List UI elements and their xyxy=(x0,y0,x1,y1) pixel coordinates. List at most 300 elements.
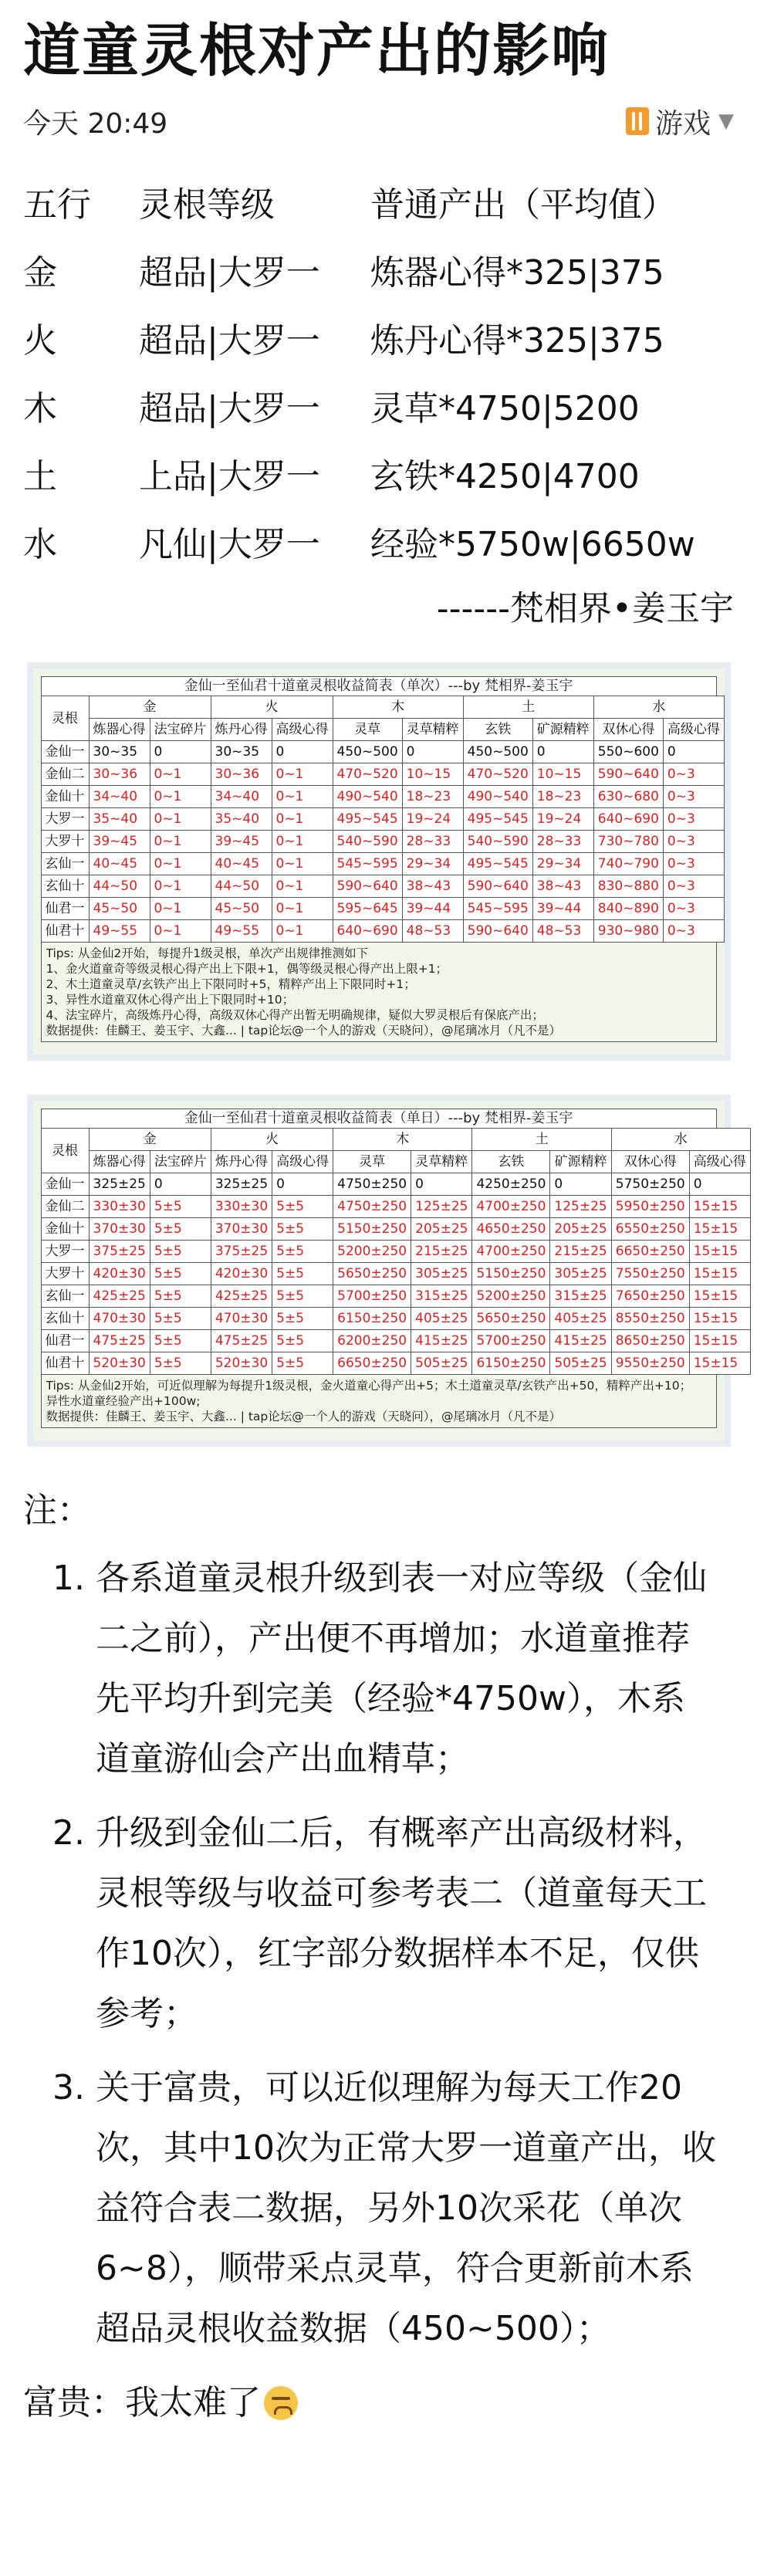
table-cell: 590~640 xyxy=(333,875,402,898)
table-cell: 19~24 xyxy=(402,808,463,831)
table-cell: 5750±250 xyxy=(611,1173,689,1196)
table-cell: 44~50 xyxy=(89,875,150,898)
table-title: 金仙一至仙君十道童灵根收益简表（单日）---by 梵相界-姜玉宇 xyxy=(41,1109,717,1128)
table-cell: 39~45 xyxy=(89,831,150,853)
table-cell: 6550±250 xyxy=(611,1218,689,1241)
info-row xyxy=(23,511,734,579)
row-label: 金仙一 xyxy=(41,1173,89,1196)
table-cell: 330±30 xyxy=(89,1196,150,1218)
row-label: 玄仙一 xyxy=(41,1285,89,1308)
table-tips xyxy=(41,943,717,1042)
table-cell: 475±25 xyxy=(89,1330,150,1352)
table-cell: 595~645 xyxy=(333,898,402,920)
list-item xyxy=(23,2058,734,2359)
table-cell: 44~50 xyxy=(211,875,272,898)
table-cell: 545~595 xyxy=(463,898,532,920)
table-cell: 540~590 xyxy=(463,831,532,853)
table-cell: 545~595 xyxy=(333,853,402,875)
table-cell: 0~1 xyxy=(150,831,211,853)
row-label: 金仙十 xyxy=(41,1218,89,1241)
table-cell: 0 xyxy=(689,1173,750,1196)
table-cell: 0 xyxy=(411,1173,472,1196)
element-header: 木 xyxy=(333,1129,472,1151)
table-cell: 5±5 xyxy=(150,1196,211,1218)
row-label: 金仙二 xyxy=(41,763,89,786)
list-item xyxy=(23,1549,734,1789)
info-cell: 炼器心得*325|375 xyxy=(370,253,664,293)
column-header: 高级心得 xyxy=(272,1151,333,1173)
row-label: 金仙十 xyxy=(41,786,89,808)
table-cell: 5±5 xyxy=(272,1285,333,1308)
category-label: 游戏 xyxy=(654,107,711,140)
column-header: 灵草精粹 xyxy=(411,1151,472,1173)
table-cell: 740~790 xyxy=(593,853,663,875)
tip-line: 2、木土道童灵草/玄铁产出上下限同时+5，精粹产出上下限同时+1； xyxy=(46,977,416,991)
data-table xyxy=(41,1128,751,1375)
tip-line: 1、金火道童奇等级灵根心得产出上下限+1，偶等级灵根心得产出上限+1； xyxy=(46,962,448,976)
list-text: 升级到金仙二后，有概率产出高级材料，灵根等级与收益可参考表二（道童每天工作10次），红字部分数据样本不足，仅供参考； xyxy=(96,1813,707,2033)
element-header: 水 xyxy=(593,696,724,719)
table-cell: 8550±250 xyxy=(611,1308,689,1330)
tip-line: 数据提供：佳麟王、姜玉宇、大鑫... | tap论坛@一个人的游戏（天晓问），@尾璃冰月（凡不是） xyxy=(46,1024,562,1038)
persevering-face-emoji-icon xyxy=(264,2386,298,2420)
table-cell: 7550±250 xyxy=(611,1263,689,1285)
table-cell: 6150±250 xyxy=(472,1352,550,1375)
info-cell: 超品|大罗一 xyxy=(139,321,320,361)
table-cell: 0~3 xyxy=(663,786,724,808)
table-cell: 420±30 xyxy=(211,1263,272,1285)
table-cell: 425±25 xyxy=(89,1285,150,1308)
table-cell: 0~1 xyxy=(272,808,333,831)
info-cell: 玄铁*4250|4700 xyxy=(370,457,640,496)
row-label: 玄仙十 xyxy=(41,1308,89,1330)
table-cell: 0~1 xyxy=(150,786,211,808)
table-cell: 5±5 xyxy=(272,1263,333,1285)
tip-line: Tips: 从金仙2开始，每提升1级灵根，单次产出规律推测如下 xyxy=(46,946,369,960)
table-cell: 0~3 xyxy=(663,763,724,786)
table-row xyxy=(41,1330,750,1352)
row-label: 大罗十 xyxy=(41,1263,89,1285)
table-cell: 0 xyxy=(150,741,211,763)
column-header: 高级心得 xyxy=(663,719,724,741)
info-cell: 超品|大罗一 xyxy=(139,253,320,293)
table-cell: 5700±250 xyxy=(472,1330,550,1352)
table-row xyxy=(41,1241,750,1263)
table-cell: 5±5 xyxy=(272,1218,333,1241)
table-cell: 4700±250 xyxy=(472,1241,550,1263)
table-row xyxy=(41,898,724,920)
table-cell: 5200±250 xyxy=(333,1241,411,1263)
table-image-daily[interactable] xyxy=(27,1095,746,1447)
table-cell: 5±5 xyxy=(150,1263,211,1285)
table-cell: 590~640 xyxy=(593,763,663,786)
table-cell: 5±5 xyxy=(150,1218,211,1241)
table-row xyxy=(41,741,724,763)
table-cell: 0~3 xyxy=(663,831,724,853)
table-cell: 40~45 xyxy=(211,853,272,875)
table-cell: 405±25 xyxy=(550,1308,611,1330)
table-cell: 18~23 xyxy=(532,786,593,808)
table-cell: 640~690 xyxy=(593,808,663,831)
game-icon xyxy=(626,107,649,135)
lingen-info-list xyxy=(23,171,734,636)
column-header: 法宝碎片 xyxy=(150,719,211,741)
table-cell: 6200±250 xyxy=(333,1330,411,1352)
info-cell: 凡仙|大罗一 xyxy=(139,525,320,564)
table-cell: 415±25 xyxy=(550,1330,611,1352)
table-cell: 330±30 xyxy=(211,1196,272,1218)
info-header-row xyxy=(23,171,734,239)
closing-text: 富贵：我太难了 xyxy=(23,2383,261,2422)
info-cell: 经验*5750w|6650w xyxy=(370,525,695,564)
table-cell: 540~590 xyxy=(333,831,402,853)
table-cell: 0~3 xyxy=(663,920,724,943)
table-cell: 730~780 xyxy=(593,831,663,853)
column-header: 炼丹心得 xyxy=(211,1151,272,1173)
info-cell: 金 xyxy=(23,253,57,293)
corner-header: 灵根 xyxy=(41,1129,89,1173)
table-cell: 45~50 xyxy=(211,898,272,920)
table-row xyxy=(41,920,724,943)
info-cell: 上品|大罗一 xyxy=(139,457,320,496)
table-cell: 35~40 xyxy=(211,808,272,831)
element-header: 火 xyxy=(211,696,333,719)
author-signature: ------梵相界•姜玉宇 xyxy=(436,589,734,628)
table-cell: 10~15 xyxy=(402,763,463,786)
table-cell: 205±25 xyxy=(411,1218,472,1241)
table-cell: 15±15 xyxy=(689,1196,750,1218)
table-cell: 39~45 xyxy=(211,831,272,853)
list-text: 各系道童灵根升级到表一对应等级（金仙二之前），产出便不再增加；水道童推荐先平均升到完美（经验*4750w），木系道童游仙会产出血精草； xyxy=(96,1559,707,1779)
info-header-cell: 灵根等级 xyxy=(139,185,275,225)
table-cell: 10~15 xyxy=(532,763,593,786)
column-header: 矿源精粹 xyxy=(532,719,593,741)
info-row xyxy=(23,307,734,375)
table-cell: 490~540 xyxy=(333,786,402,808)
table-cell: 30~35 xyxy=(211,741,272,763)
row-label: 玄仙一 xyxy=(41,853,89,875)
table-cell: 34~40 xyxy=(89,786,150,808)
row-label: 玄仙十 xyxy=(41,875,89,898)
table-cell: 0 xyxy=(272,1173,333,1196)
notes-heading: 注： xyxy=(23,1491,91,1530)
column-header: 双休心得 xyxy=(611,1151,689,1173)
table-cell: 8650±250 xyxy=(611,1330,689,1352)
row-label: 大罗一 xyxy=(41,1241,89,1263)
table-cell: 18~23 xyxy=(402,786,463,808)
table-cell: 48~53 xyxy=(402,920,463,943)
table-cell: 38~43 xyxy=(402,875,463,898)
tip-line: 4、法宝碎片，高级炼丹心得，高级双休心得产出暂无明确规律，疑似大罗灵根后有保底产出； xyxy=(46,1008,544,1022)
table-cell: 450~500 xyxy=(333,741,402,763)
info-cell: 火 xyxy=(23,321,57,361)
table-cell: 15±15 xyxy=(689,1308,750,1330)
table-cell: 5±5 xyxy=(272,1196,333,1218)
table-cell: 4750±250 xyxy=(333,1196,411,1218)
table-row xyxy=(41,1218,750,1241)
table-cell: 0~1 xyxy=(150,808,211,831)
table-cell: 325±25 xyxy=(211,1173,272,1196)
list-number: 3. xyxy=(52,2068,85,2107)
table-cell: 215±25 xyxy=(411,1241,472,1263)
table-cell: 5±5 xyxy=(150,1308,211,1330)
table-cell: 19~24 xyxy=(532,808,593,831)
table-cell: 40~45 xyxy=(89,853,150,875)
row-label: 仙君一 xyxy=(41,1330,89,1352)
table-cell: 0~1 xyxy=(272,831,333,853)
table-cell: 930~980 xyxy=(593,920,663,943)
element-header: 金 xyxy=(89,1129,211,1151)
table-cell: 5200±250 xyxy=(472,1285,550,1308)
table-cell: 0~1 xyxy=(150,853,211,875)
table-cell: 375±25 xyxy=(211,1241,272,1263)
table-cell: 38~43 xyxy=(532,875,593,898)
table-cell: 5±5 xyxy=(272,1352,333,1375)
table-cell: 5±5 xyxy=(272,1308,333,1330)
table-cell: 415±25 xyxy=(411,1330,472,1352)
table-cell: 305±25 xyxy=(550,1263,611,1285)
row-label: 金仙一 xyxy=(41,741,89,763)
table-cell: 15±15 xyxy=(689,1241,750,1263)
column-header: 矿源精粹 xyxy=(550,1151,611,1173)
table-cell: 505±25 xyxy=(550,1352,611,1375)
table-cell: 630~680 xyxy=(593,786,663,808)
closing-line xyxy=(23,2373,734,2433)
table-cell: 0 xyxy=(532,741,593,763)
row-label: 大罗一 xyxy=(41,808,89,831)
article-title: 道童灵根对产出的影响 xyxy=(23,18,610,84)
element-header: 木 xyxy=(333,696,463,719)
table-cell: 15±15 xyxy=(689,1330,750,1352)
table-cell: 470~520 xyxy=(333,763,402,786)
table-row xyxy=(41,1173,750,1196)
table-cell: 30~36 xyxy=(89,763,150,786)
table-cell: 4700±250 xyxy=(472,1196,550,1218)
table-cell: 0~3 xyxy=(663,898,724,920)
table-row xyxy=(41,875,724,898)
table-cell: 15±15 xyxy=(689,1352,750,1375)
table-cell: 0~1 xyxy=(272,763,333,786)
article-meta xyxy=(23,102,734,140)
table-row xyxy=(41,853,724,875)
table-cell: 28~33 xyxy=(402,831,463,853)
table-cell: 495~545 xyxy=(463,853,532,875)
info-header-cell: 普通产出（平均值） xyxy=(370,185,676,225)
info-cell: 水 xyxy=(23,525,57,564)
row-label: 仙君十 xyxy=(41,920,89,943)
chevron-down-icon: ▼ xyxy=(718,110,734,133)
table-cell: 29~34 xyxy=(532,853,593,875)
notes-list xyxy=(23,1549,734,2359)
table-cell: 370±30 xyxy=(211,1218,272,1241)
table-cell: 4250±250 xyxy=(472,1173,550,1196)
column-header: 玄铁 xyxy=(463,719,532,741)
table-cell: 370±30 xyxy=(89,1218,150,1241)
header-row xyxy=(41,1129,750,1151)
column-header: 灵草精粹 xyxy=(402,719,463,741)
column-header: 炼丹心得 xyxy=(211,719,272,741)
table-cell: 45~50 xyxy=(89,898,150,920)
info-cell: 灵草*4750|5200 xyxy=(370,389,640,428)
table-cell: 5±5 xyxy=(272,1241,333,1263)
table-cell: 39~44 xyxy=(532,898,593,920)
table-cell: 0~1 xyxy=(272,898,333,920)
table-cell: 34~40 xyxy=(211,786,272,808)
info-header-cell: 五行 xyxy=(23,185,91,225)
table-cell: 49~55 xyxy=(89,920,150,943)
data-table xyxy=(41,696,725,943)
table-cell: 590~640 xyxy=(463,920,532,943)
table-row xyxy=(41,763,724,786)
table-cell: 0 xyxy=(272,741,333,763)
table-row xyxy=(41,808,724,831)
table-cell: 5650±250 xyxy=(472,1308,550,1330)
table-cell: 48~53 xyxy=(532,920,593,943)
table-cell: 305±25 xyxy=(411,1263,472,1285)
table-cell: 35~40 xyxy=(89,808,150,831)
table-cell: 0~1 xyxy=(272,920,333,943)
table-cell: 39~44 xyxy=(402,898,463,920)
table-cell: 6650±250 xyxy=(611,1241,689,1263)
table-cell: 5±5 xyxy=(272,1330,333,1352)
table-image-single[interactable] xyxy=(27,662,731,1061)
table-cell: 15±15 xyxy=(689,1218,750,1241)
table-cell: 830~880 xyxy=(593,875,663,898)
table-cell: 0~1 xyxy=(272,786,333,808)
info-cell: 木 xyxy=(23,389,57,428)
table-cell: 590~640 xyxy=(463,875,532,898)
table-cell: 15±15 xyxy=(689,1285,750,1308)
corner-header: 灵根 xyxy=(41,696,89,741)
column-header: 灵草 xyxy=(333,1151,411,1173)
table-cell: 505±25 xyxy=(411,1352,472,1375)
info-cell: 超品|大罗一 xyxy=(139,389,320,428)
element-header: 土 xyxy=(463,696,593,719)
table-cell: 5150±250 xyxy=(333,1218,411,1241)
list-number: 1. xyxy=(52,1559,85,1598)
list-text: 关于富贵，可以近似理解为每天工作20次，其中10次为正常大罗一道童产出，收益符合表二数据，另外10次采花（单次6~8），顺带采点灵草，符合更新前木系超品灵根收益数据（450~500）； xyxy=(96,2068,716,2348)
column-header: 炼器心得 xyxy=(89,1151,150,1173)
table-cell: 5±5 xyxy=(150,1241,211,1263)
table-cell: 30~36 xyxy=(211,763,272,786)
table-cell: 425±25 xyxy=(211,1285,272,1308)
table-cell: 490~540 xyxy=(463,786,532,808)
info-row xyxy=(23,443,734,511)
table-cell: 205±25 xyxy=(550,1218,611,1241)
table-cell: 520±30 xyxy=(211,1352,272,1375)
table-cell: 215±25 xyxy=(550,1241,611,1263)
table-cell: 405±25 xyxy=(411,1308,472,1330)
table-cell: 5150±250 xyxy=(472,1263,550,1285)
table-cell: 0 xyxy=(663,741,724,763)
table-cell: 470±30 xyxy=(211,1308,272,1330)
tip-line: Tips: 从金仙2开始，可近似理解为每提升1级灵根，金火道童心得产出+5；木土道童灵草/玄铁产出+50，精粹产出+10； xyxy=(46,1379,692,1393)
table-cell: 4650±250 xyxy=(472,1218,550,1241)
table-cell: 6650±250 xyxy=(333,1352,411,1375)
column-header: 双休心得 xyxy=(593,719,663,741)
table-cell: 0~1 xyxy=(272,853,333,875)
table-cell: 470±30 xyxy=(89,1308,150,1330)
table-row xyxy=(41,1285,750,1308)
row-label: 金仙二 xyxy=(41,1196,89,1218)
table-cell: 315±25 xyxy=(411,1285,472,1308)
table-cell: 470~520 xyxy=(463,763,532,786)
table-cell: 495~545 xyxy=(463,808,532,831)
table-cell: 0~1 xyxy=(150,763,211,786)
table-cell: 0~3 xyxy=(663,875,724,898)
sub-header-row xyxy=(41,719,724,741)
post-time: 今天 20:49 xyxy=(23,107,168,140)
table-cell: 28~33 xyxy=(532,831,593,853)
table-cell: 30~35 xyxy=(89,741,150,763)
row-label: 仙君一 xyxy=(41,898,89,920)
row-label: 仙君十 xyxy=(41,1352,89,1375)
sub-header-row xyxy=(41,1151,750,1173)
table-cell: 5±5 xyxy=(150,1285,211,1308)
table-cell: 5950±250 xyxy=(611,1196,689,1218)
table-cell: 520±30 xyxy=(89,1352,150,1375)
table-cell: 0~1 xyxy=(150,898,211,920)
table-cell: 5±5 xyxy=(150,1330,211,1352)
table-cell: 6150±250 xyxy=(333,1308,411,1330)
table-cell: 495~545 xyxy=(333,808,402,831)
table-cell: 325±25 xyxy=(89,1173,150,1196)
table-cell: 0~1 xyxy=(150,875,211,898)
table-cell: 475±25 xyxy=(211,1330,272,1352)
tip-line: 数据提供：佳麟王、姜玉宇、大鑫... | tap论坛@一个人的游戏（天晓问），@尾璃冰月（凡不是） xyxy=(46,1410,562,1423)
table-cell: 315±25 xyxy=(550,1285,611,1308)
table-cell: 640~690 xyxy=(333,920,402,943)
table-cell: 5±5 xyxy=(150,1352,211,1375)
category-tag[interactable] xyxy=(626,102,734,141)
column-header: 灵草 xyxy=(333,719,402,741)
table-cell: 125±25 xyxy=(411,1196,472,1218)
column-header: 玄铁 xyxy=(472,1151,550,1173)
table-cell: 840~890 xyxy=(593,898,663,920)
row-label: 大罗十 xyxy=(41,831,89,853)
header-row xyxy=(41,696,724,719)
table-cell: 0 xyxy=(550,1173,611,1196)
table-title: 金仙一至仙君十道童灵根收益简表（单次）---by 梵相界-姜玉宇 xyxy=(41,676,717,696)
table-row xyxy=(41,1196,750,1218)
table-row xyxy=(41,1308,750,1330)
column-header: 炼器心得 xyxy=(89,719,150,741)
table-cell: 15±15 xyxy=(689,1263,750,1285)
table-row xyxy=(41,831,724,853)
element-header: 水 xyxy=(611,1129,750,1151)
table-row xyxy=(41,786,724,808)
table-cell: 125±25 xyxy=(550,1196,611,1218)
table-cell: 5650±250 xyxy=(333,1263,411,1285)
info-cell: 炼丹心得*325|375 xyxy=(370,321,664,361)
table-cell: 7650±250 xyxy=(611,1285,689,1308)
table-tips xyxy=(41,1375,717,1428)
table-row xyxy=(41,1263,750,1285)
table-cell: 49~55 xyxy=(211,920,272,943)
tip-line: 异性水道童经验产出+100w; xyxy=(46,1394,201,1408)
column-header: 法宝碎片 xyxy=(150,1151,211,1173)
table-cell: 0~1 xyxy=(150,920,211,943)
table-row xyxy=(41,1352,750,1375)
table-cell: 0~1 xyxy=(272,875,333,898)
table-cell: 550~600 xyxy=(593,741,663,763)
table-cell: 0 xyxy=(150,1173,211,1196)
table-cell: 0~3 xyxy=(663,853,724,875)
list-number: 2. xyxy=(52,1813,85,1853)
table-cell: 5700±250 xyxy=(333,1285,411,1308)
element-header: 金 xyxy=(89,696,211,719)
list-item xyxy=(23,1803,734,2044)
